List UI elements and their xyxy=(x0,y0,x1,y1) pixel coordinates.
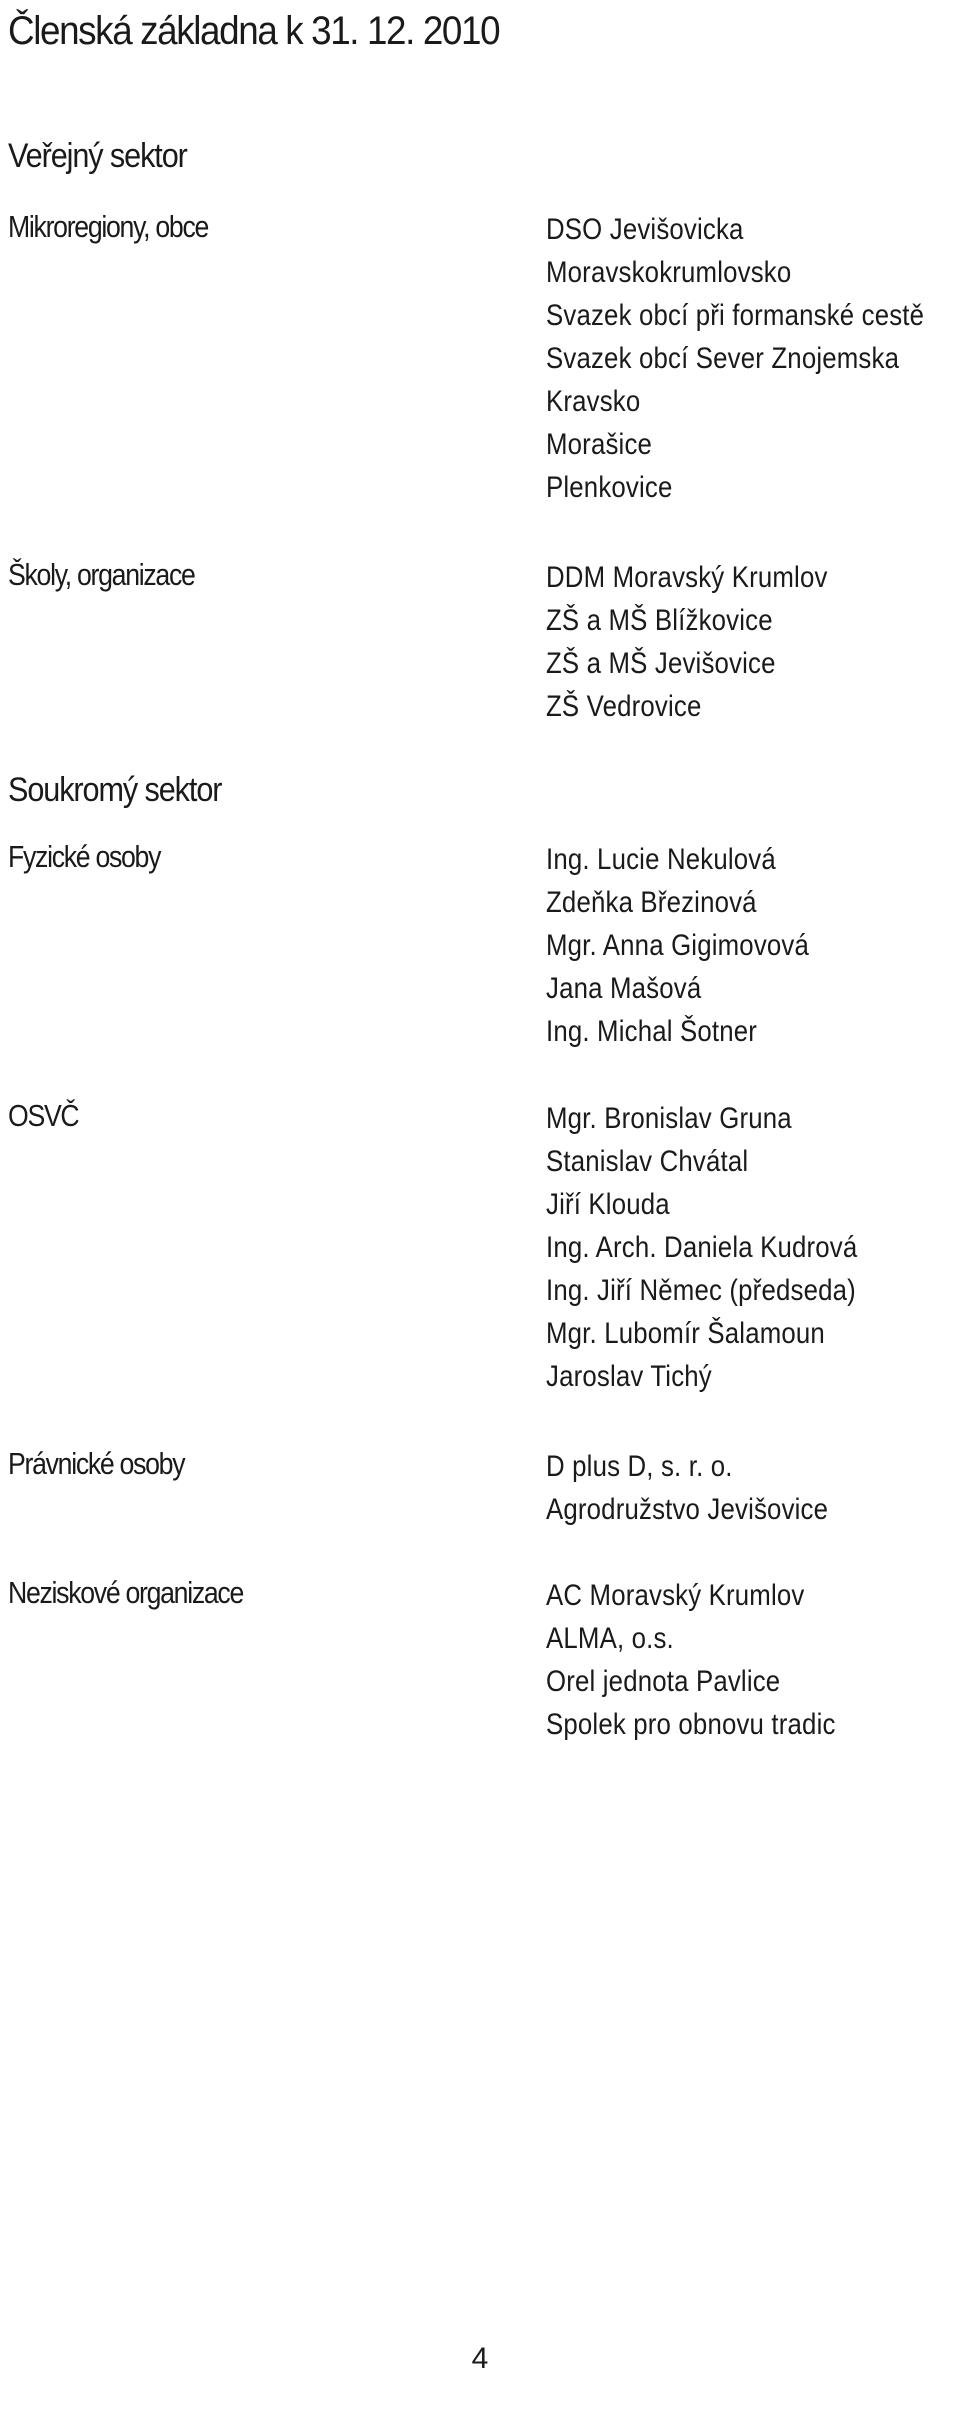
category-label-legal-entities: Právnické osoby xyxy=(8,1446,185,1481)
list-item: Stanislav Chvátal xyxy=(546,1145,749,1178)
list-item: Mgr. Anna Gigimovová xyxy=(546,929,810,962)
list-item: Moravskokrumlovsko xyxy=(546,256,792,289)
member-list-nonprofits xyxy=(546,1574,836,1746)
list-item: Mgr. Bronislav Gruna xyxy=(546,1102,792,1135)
list-item: Ing. Jiří Němec (předseda) xyxy=(546,1274,856,1307)
list-item: Orel jednota Pavlice xyxy=(546,1665,781,1698)
list-item: D plus D, s. r. o. xyxy=(546,1450,733,1483)
private-sector-heading: Soukromý sektor xyxy=(8,771,222,809)
category-label-schools: Školy, organizace xyxy=(8,557,195,592)
list-item: AC Moravský Krumlov xyxy=(546,1579,805,1612)
list-item: Ing. Lucie Nekulová xyxy=(546,843,776,876)
list-item: ZŠ a MŠ Blížkovice xyxy=(546,604,773,637)
category-label-self-employed: OSVČ xyxy=(8,1098,79,1133)
list-item: Svazek obcí Sever Znojemska xyxy=(546,342,900,375)
list-item: DSO Jevišovicka xyxy=(546,213,744,246)
list-item: Mgr. Lubomír Šalamoun xyxy=(546,1317,825,1350)
list-item: Morašice xyxy=(546,428,653,461)
category-label-nonprofits: Neziskové organizace xyxy=(8,1575,244,1610)
page-number: 4 xyxy=(471,2342,489,2375)
list-item: Jana Mašová xyxy=(546,972,702,1005)
member-list-legal-entities xyxy=(546,1445,828,1531)
list-item: Plenkovice xyxy=(546,471,673,504)
list-item: Zdeňka Březinová xyxy=(546,886,757,919)
list-item: Spolek pro obnovu tradic xyxy=(546,1708,836,1741)
category-label-individuals: Fyzické osoby xyxy=(8,839,161,874)
list-item: DDM Moravský Krumlov xyxy=(546,561,828,594)
list-item: Ing. Arch. Daniela Kudrová xyxy=(546,1231,858,1264)
list-item: Svazek obcí při formanské cestě xyxy=(546,299,925,332)
list-item: Jiří Klouda xyxy=(546,1188,670,1221)
list-item: ZŠ Vedrovice xyxy=(546,690,702,723)
category-label-microregions: Mikroregiony, obce xyxy=(8,209,209,244)
member-list-microregions xyxy=(546,208,924,509)
list-item: Kravsko xyxy=(546,385,641,418)
member-list-individuals xyxy=(546,838,809,1053)
list-item: Jaroslav Tichý xyxy=(546,1360,712,1393)
list-item: Ing. Michal Šotner xyxy=(546,1015,758,1048)
list-item: ZŠ a MŠ Jevišovice xyxy=(546,647,776,680)
page-title: Členská základna k 31. 12. 2010 xyxy=(8,9,500,53)
member-list-schools xyxy=(546,556,828,728)
member-list-self-employed xyxy=(546,1097,857,1398)
public-sector-heading: Veřejný sektor xyxy=(8,137,187,175)
list-item: Agrodružstvo Jevišovice xyxy=(546,1493,829,1526)
list-item: ALMA, o.s. xyxy=(546,1622,674,1655)
